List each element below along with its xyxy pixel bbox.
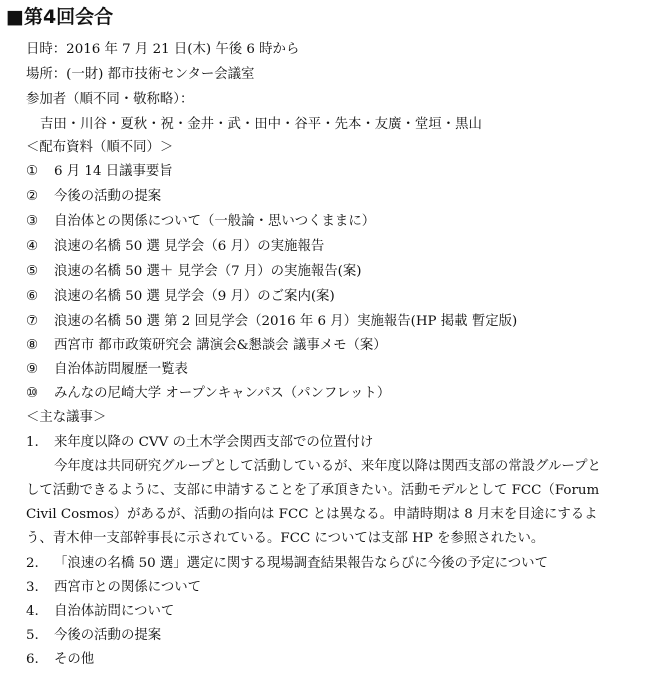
item-number: ⑧ — [26, 338, 39, 353]
item-number: 5. — [26, 628, 39, 643]
item-number: 2. — [26, 556, 39, 571]
item-number: ⑥ — [26, 289, 39, 304]
item-number: ① — [26, 164, 39, 179]
meeting-place: 場所：(一財) 都市技術センター会議室 — [26, 67, 255, 82]
item-number: ⑤ — [26, 264, 39, 279]
attendees-label: 参加者（順不同・敬称略）： — [26, 92, 194, 107]
body-line: う、青木伸一支部幹事長に示されている。FCC については支部 HP を参照されたい。 — [26, 531, 545, 546]
item-text: 自治体訪問履歴一覧表 — [54, 362, 188, 377]
item-text: 自治体との関係について（一般論・思いつくままに） — [54, 214, 376, 229]
item-text: その他 — [54, 652, 95, 667]
item-text: 西宮市 都市政策研究会 講演会&懇談会 議事メモ（案） — [54, 338, 387, 353]
item-text: 6 月 14 日議事要旨 — [54, 164, 173, 179]
item-text: 浪速の名橋 50 選 見学会（6 月）の実施報告 — [54, 239, 325, 254]
materials-heading: ＜配布資料（順不同）＞ — [26, 140, 174, 155]
item-number: ⑨ — [26, 362, 39, 377]
section-title: ■第4回会合 — [6, 6, 114, 28]
agenda-heading: ＜主な議事＞ — [26, 410, 107, 425]
item-number: ② — [26, 189, 39, 204]
item-number: ④ — [26, 239, 39, 254]
item-number: 6. — [26, 652, 39, 667]
body-line: して活動できるように、支部に申請することを了承頂きたい。活動モデルとして FCC（Forum — [26, 483, 600, 498]
item-text: 「浪速の名橋 50 選」選定に関する現場調査結果報告ならびに今後の予定について — [54, 556, 548, 571]
item-number: ③ — [26, 214, 39, 229]
agenda-item-body — [26, 455, 601, 551]
item-text: 西宮市との関係について — [54, 580, 202, 595]
item-number: ⑦ — [26, 314, 39, 329]
item-text: 浪速の名橋 50 選＋ 見学会（7 月）の実施報告(案) — [54, 264, 362, 279]
item-text: 浪速の名橋 50 選 見学会（9 月）のご案内(案) — [54, 289, 335, 304]
item-number: 1. — [26, 435, 39, 450]
item-text: 浪速の名橋 50 選 第 2 回見学会（2016 年 6 月）実施報告(HP 掲載 暫定版) — [54, 314, 518, 329]
body-line: Civil Cosmos）があるが、活動の指向は FCC とは異なる。申請時期は 8 月末を目途にするよ — [26, 507, 598, 522]
item-number: 4. — [26, 604, 39, 619]
item-text: みんなの尼崎大学 オープンキャンパス（パンフレット） — [54, 386, 391, 401]
body-line: 今年度は共同研究グループとして活動しているが、来年度以降は関西支部の常設グループと — [54, 459, 601, 474]
item-text: 来年度以降の CVV の土木学会関西支部での位置付け — [54, 435, 374, 450]
item-number: 3. — [26, 580, 39, 595]
attendees-list: 吉田・川谷・夏秋・祝・金井・武・田中・谷平・先本・友廣・堂垣・黒山 — [40, 117, 482, 132]
item-text: 自治体訪問について — [54, 604, 175, 619]
meeting-datetime: 日時：2016 年 7 月 21 日(木) 午後 6 時から — [26, 42, 300, 57]
item-text: 今後の活動の提案 — [54, 628, 162, 643]
item-number: ⑩ — [26, 386, 39, 401]
item-text: 今後の活動の提案 — [54, 189, 162, 204]
